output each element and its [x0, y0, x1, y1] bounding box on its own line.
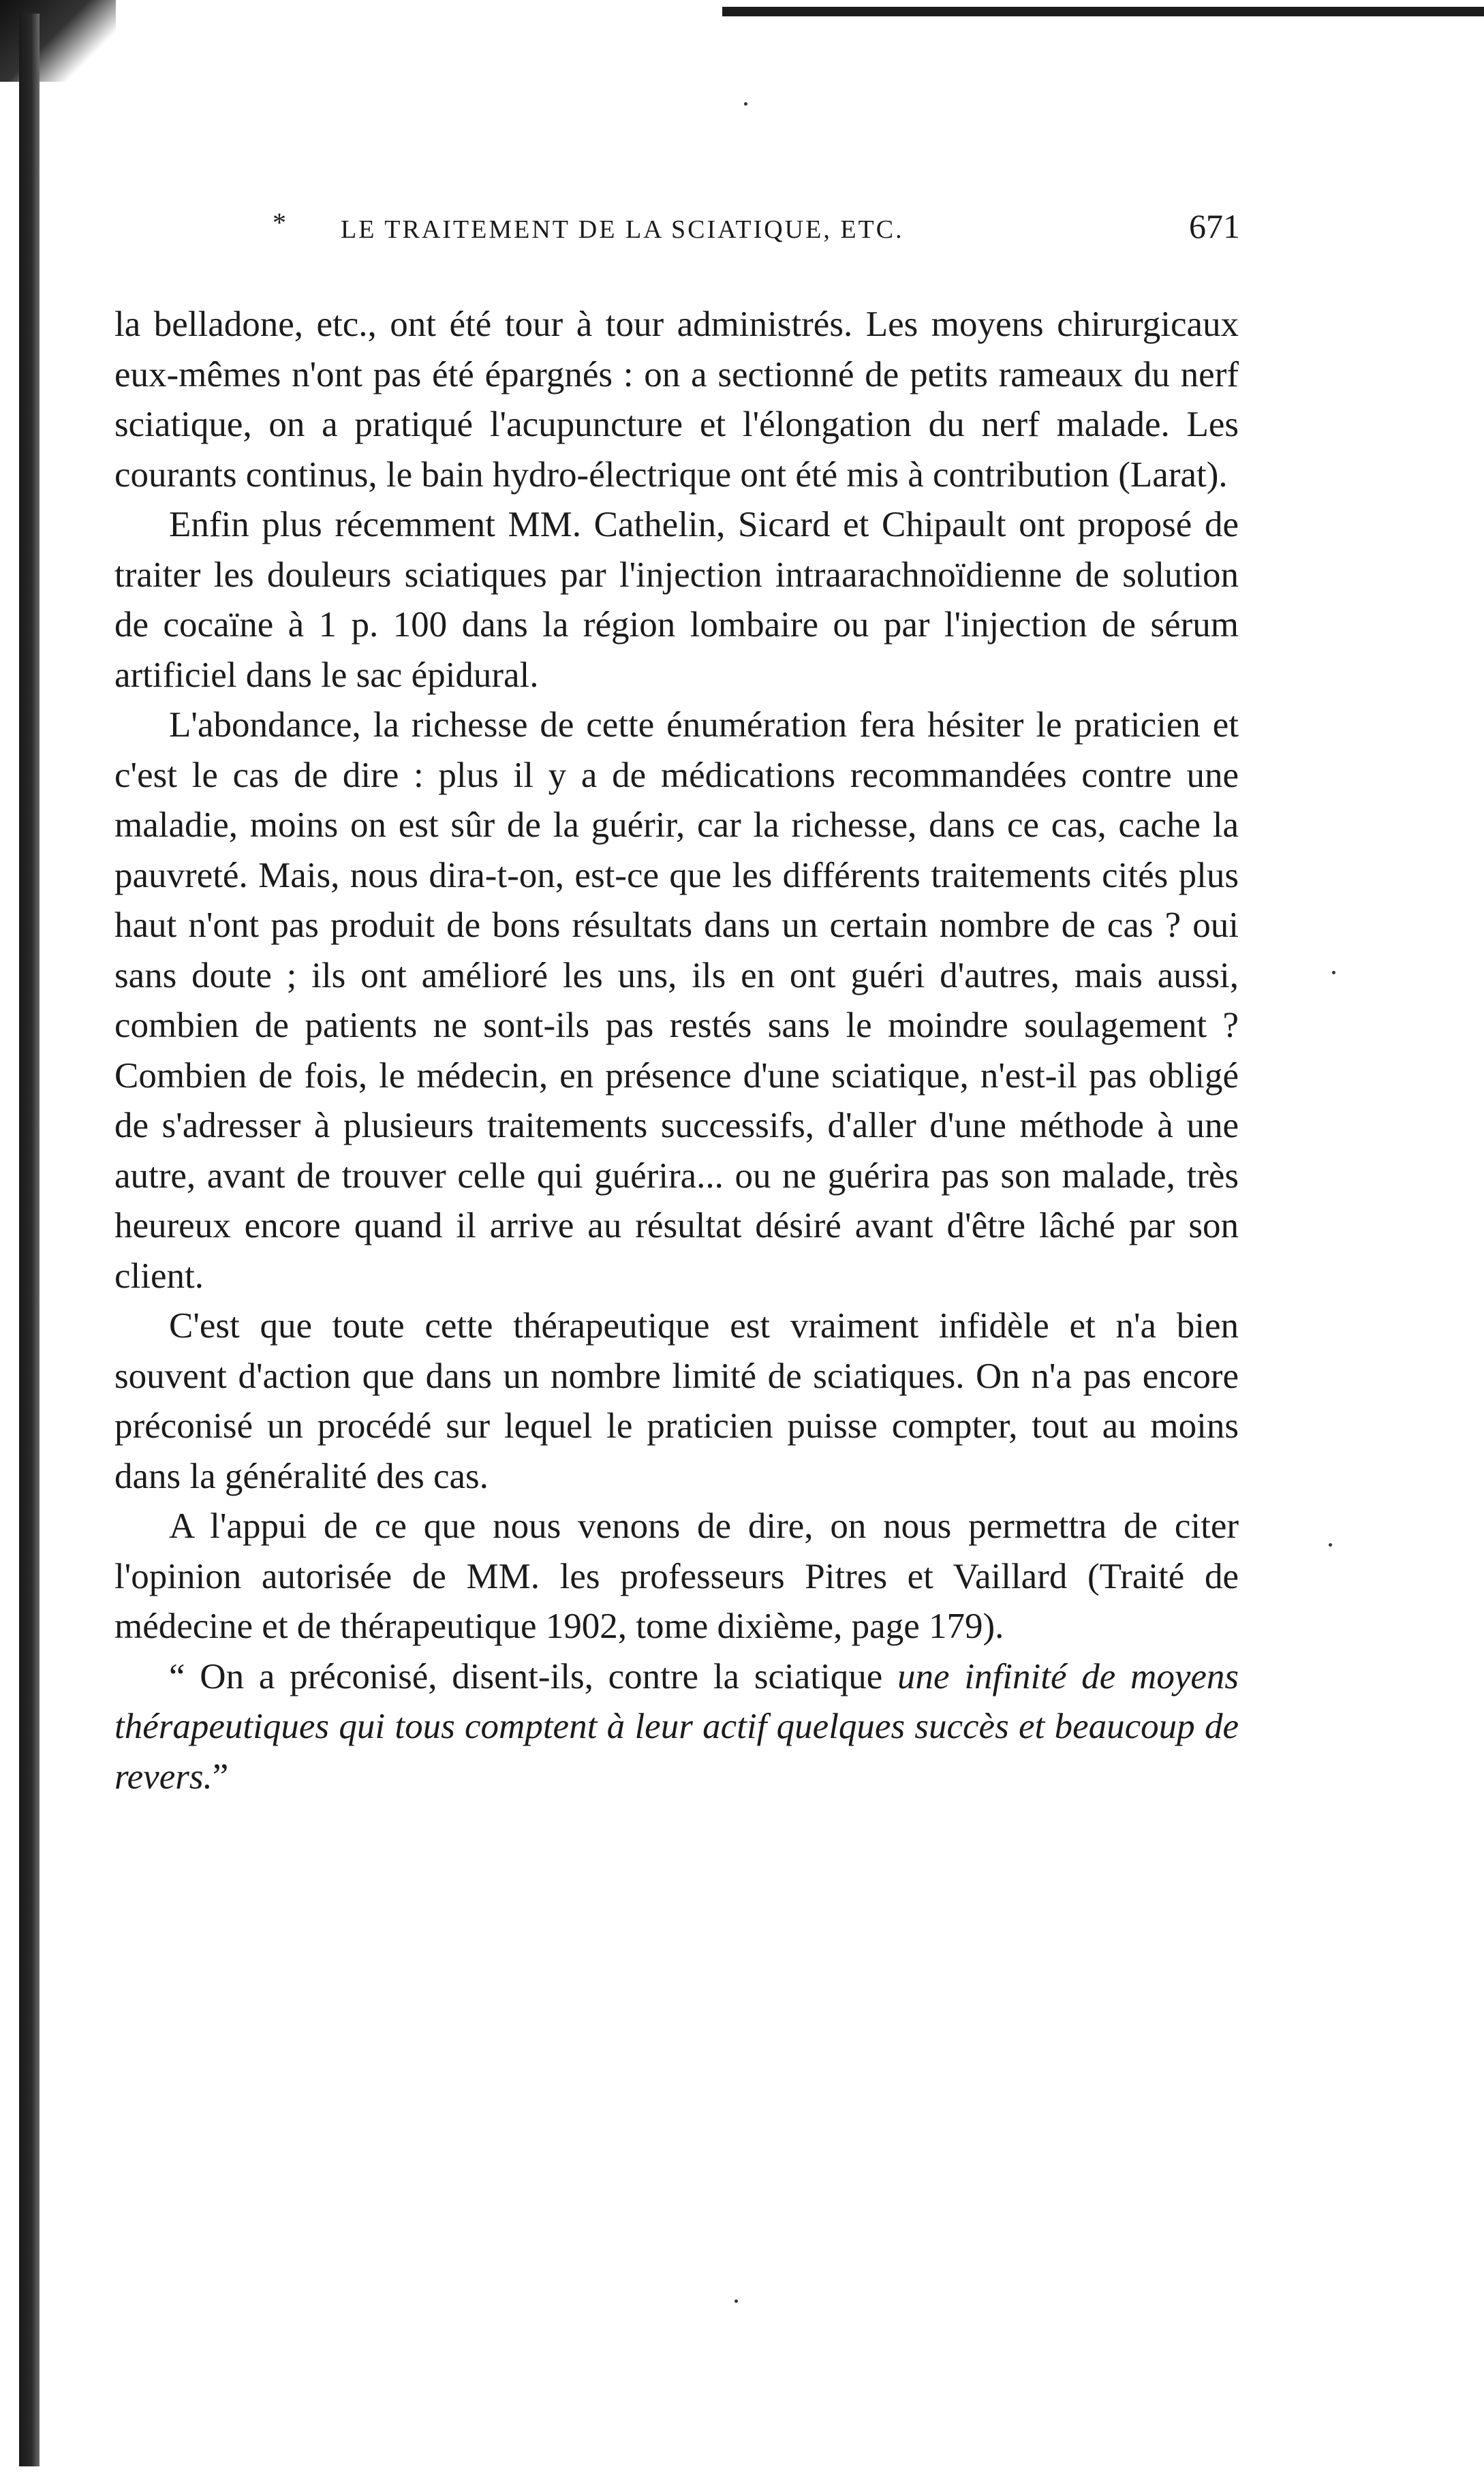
paragraph: A l'appui de ce que nous venons de dire, on nous permettra de citer l'opinion autorisée de MM. les professeurs Pitres et Vaillard (Traité de médecine et de thérapeutique 1902, tome dixième, page 179).: [114, 1506, 1239, 1646]
paragraph: C'est que toute cette thérapeutique est vraiment infidèle et n'a bien souvent d'action que dans un nombre limité de sciatiques. On n'a pas encore préconisé un procédé sur lequel le praticien puisse compter, tout au moins dans la généralité des cas.: [114, 1306, 1239, 1496]
quotation-paragraph: [114, 1652, 1239, 1803]
scan-speck: [735, 2299, 738, 2303]
body-text: [114, 300, 1239, 1802]
scan-speck: [1329, 1543, 1332, 1547]
paragraph: la belladone, etc., ont été tour à tour administrés. Les moyens chirurgicaux eux-mêmes n'ont pas été épargnés : on a sectionné de petits rameaux du nerf sciatique, on a pratiqué l'acupuncture et l'élongation du nerf malade. Les courants continus, le bain hydro-électrique ont été mis à contribution (Larat).: [114, 305, 1239, 495]
paragraph: L'abondance, la richesse de cette énumération fera hésiter le praticien et c'est le cas de dire : plus il y a de médications recommandées contre une maladie, moins on est sûr de la guérir, car la richesse, dans ce cas, cache la pauvreté. Mais, nous dira-t-on, est-ce que les différents traitements cités plus haut n'ont pas produit de bons résultats dans un certain nombre de cas ? oui sans doute ; ils ont amélioré les uns, ils en ont guéri d'autres, mais aussi, combien de patients ne sont-ils pas restés sans le moindre soulagement ? Combien de fois, le médecin, en présence d'une sciatique, n'est-il pas obligé de s'adresser à plusieurs traitements successifs, d'aller d'une méthode à une autre, avant de trouver celle qui guérira... ou ne guérira pas son malade, très heureux encore quand il arrive au résultat désiré avant d'être lâché par son client.: [114, 705, 1239, 1296]
quotation-close-mark: ”: [212, 1756, 229, 1797]
page-number: 671: [1189, 207, 1240, 245]
quotation-roman-text: “ On a préconisé, disent-ils, contre la sciatique: [169, 1656, 898, 1696]
scan-edge-top: [722, 7, 1484, 16]
page-header: [273, 201, 1240, 255]
quotation-italic-text: une infinité de moyens thérapeutiques qui tous comptent à leur actif quelques succès et beaucoup de revers.: [114, 1656, 1239, 1797]
header-mark: *: [273, 207, 286, 238]
scan-speck: [1332, 971, 1335, 974]
scan-edge-corner: [0, 0, 116, 82]
scan-edge-left: [19, 14, 40, 2466]
running-title: LE TRAITEMENT DE LA SCIATIQUE, ETC.: [341, 215, 904, 244]
paragraph: Enfin plus récemment MM. Cathelin, Sicard et Chipault ont proposé de traiter les douleurs sciatiques par l'injection intraarachnoïdienne de solution de cocaïne à 1 p. 100 dans la région lombaire ou par l'injection de sérum artificiel dans le sac épidural.: [114, 505, 1239, 695]
scan-speck: [744, 102, 747, 106]
